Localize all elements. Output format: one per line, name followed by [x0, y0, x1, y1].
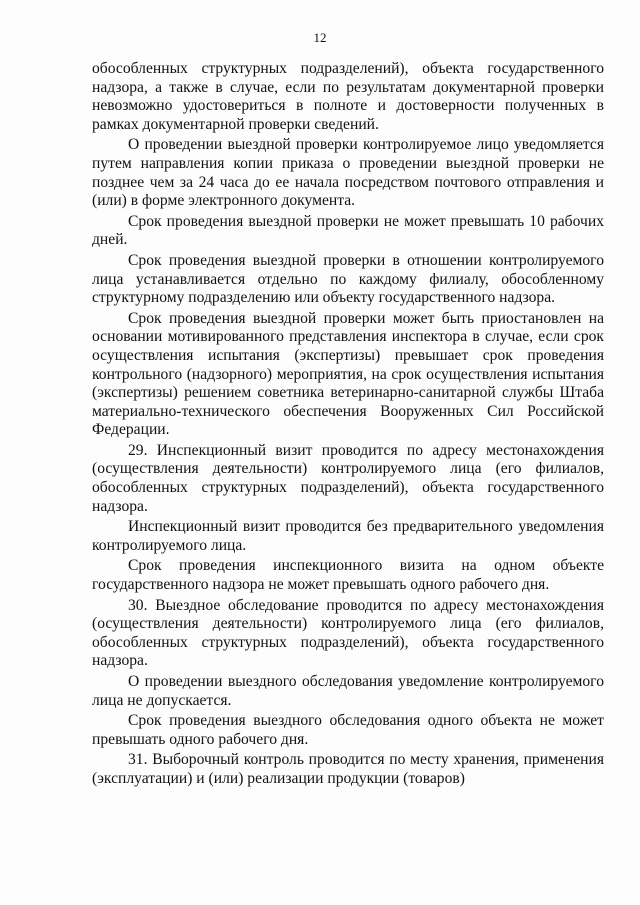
document-body — [92, 60, 604, 789]
paragraph: Срок проведения выездной проверки в отношении контролируемого лица устанавливается отдельно по каждому филиалу, обособленному структурному подразделению или объекту государственного надзора. — [92, 251, 604, 307]
paragraph: 29. Инспекционный визит проводится по адресу местонахождения (осуществления деятельности) контролируемого лица (его филиалов, обособленных структурных подразделений), объекта государственного надзора. — [92, 441, 604, 515]
paragraph: Срок проведения выездной проверки не может превышать 10 рабочих дней. — [92, 212, 604, 249]
paragraph: Инспекционный визит проводится без предварительного уведомления контролируемого лица. — [92, 518, 604, 554]
paragraph: обособленных структурных подразделений), объекта государственного надзора, а также в случае, если по результатам документарной проверки невозможно удостовериться в полноте и достоверности полученных в рамках документарной проверки сведений. — [92, 60, 604, 133]
paragraph: Срок проведения выездного обследования одного объекта не может превышать одного рабочего дня. — [92, 712, 604, 748]
paragraph: 30. Выездное обследование проводится по адресу местонахождения (осуществления деятельности) контролируемого лица (его филиалов, обособленных структурных подразделений), объекта государственного надзора. — [92, 596, 604, 670]
paragraph: Срок проведения инспекционного визита на одном объекте государственного надзора не может превышать одного рабочего дня. — [92, 557, 604, 594]
paragraph: Срок проведения выездной проверки может быть приостановлен на основании мотивированного представления инспектора в случае, если срок осуществления испытания (экспертизы) превышает срок проведения контрольного (надзорного) мероприятия, на срок осуществления испытания (экспертизы) решением советника ветеринарно-санитарной службы Штаба материально-технического обеспечения Вооруженных Сил Российской Федерации. — [92, 309, 604, 439]
paragraph: 31. Выборочный контроль проводится по месту хранения, применения (эксплуатации) и (или) реализации продукции (товаров) — [92, 751, 604, 787]
paragraph: О проведении выездного обследования уведомление контролируемого лица не допускается. — [92, 673, 604, 709]
page-number: 12 — [313, 30, 327, 45]
paragraph: О проведении выездной проверки контролируемое лицо уведомляется путем направления копии приказа о проведении выездной проверки не позднее чем за 24 часа до ее начала посредством почтового отправления и (или) в форме электронного документа. — [92, 136, 604, 210]
